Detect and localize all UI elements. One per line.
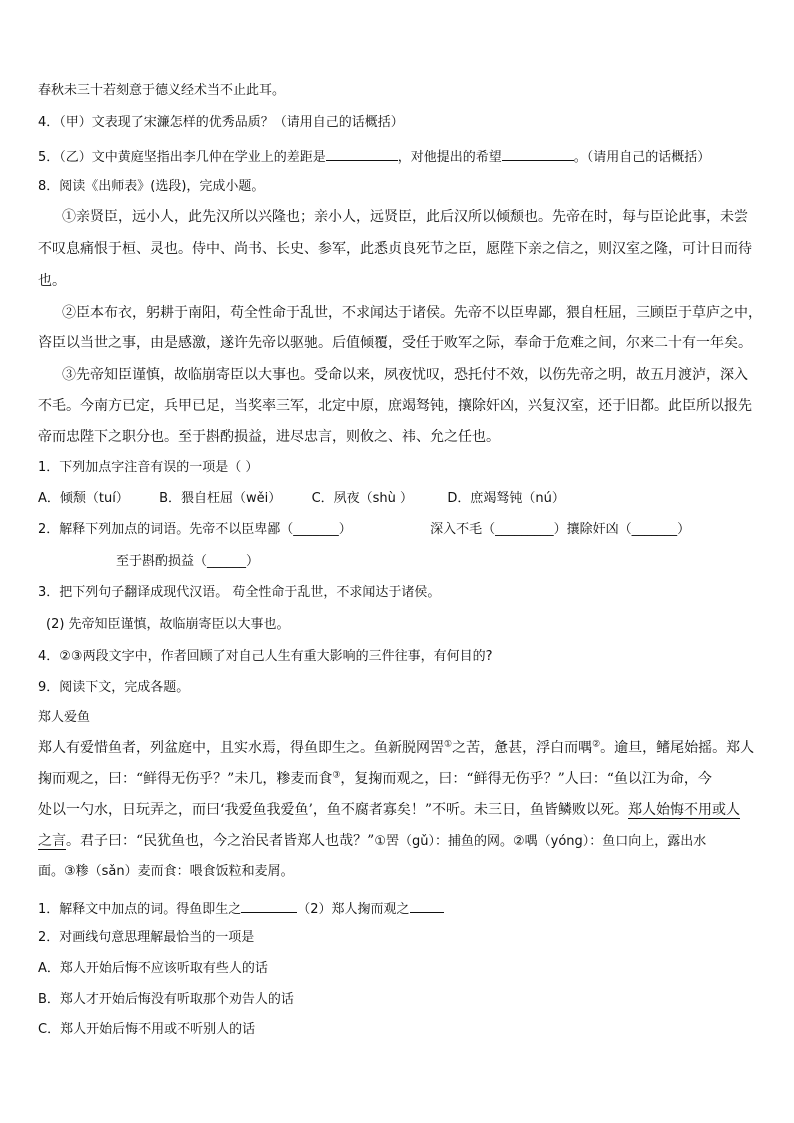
text: 咨臣以当世之事，由是感激，遂许先帝以驱驰。后值倾覆，受任于败军之际，奉命于危难之间，尔来二十有一年矣。 (38, 335, 752, 351)
text: 郑人爱鱼 (38, 710, 91, 725)
option-a[interactable]: A．倾颓（tuí） (38, 491, 129, 506)
text: 9．阅读下文，完成各题。 (38, 680, 190, 695)
q8-sub-4 (38, 648, 764, 666)
underlined-sentence: 之言 (38, 833, 66, 849)
answer-blank[interactable] (410, 898, 444, 913)
text: ，复掬而观之，曰：“鲜得无伤乎？”人曰：“鱼以江为命，今 (340, 771, 712, 787)
q9-sub-2 (38, 929, 764, 947)
text: 。（请用自己的话概括） (573, 150, 711, 165)
text: ①亲贤臣，远小人，此先汉所以兴隆也；亲小人，远贤臣，此后汉所以倾颓也。先帝在时，每与臣论此事，未尝 (62, 209, 748, 225)
footnote-marker: ③ (332, 770, 341, 781)
q8-sub-1 (38, 459, 764, 477)
text: 也。 (38, 273, 66, 289)
text: 不毛。今南方已定，兵甲已足，当奖率三军，北定中原，庶竭驽钝，攘除奸凶，兴复汉室，还于旧都。此臣所以报先 (38, 398, 752, 414)
text: 。君子曰：“民犹鱼也，今之治民者皆郑人也哉？” (66, 833, 375, 849)
passage-2-line-1 (38, 739, 764, 757)
text: B．郑人才开始后悔没有听取那个劝告人的话 (38, 992, 294, 1007)
text: 3．把下列句子翻译成现代汉语。 苟全性命于乱世，不求闻达于诸侯。 (38, 585, 441, 600)
passage-para-2-line-2 (38, 334, 764, 352)
passage-para-1-line-1 (62, 208, 764, 226)
passage-2-title (38, 709, 764, 727)
text: 郑人有爱惜鱼者，列盆庭中，且实水焉，得鱼即生之。鱼新脱网罟 (38, 740, 444, 756)
text: 8．阅读《出师表》(选段)，完成小题。 (38, 179, 265, 194)
q9-option-a[interactable] (38, 960, 764, 978)
passage-para-1-line-3 (38, 272, 764, 290)
text: ③先帝知臣谨慎，故临崩寄臣以大事也。受命以来，夙夜忧叹，恐托付不效，以伤先帝之明，故五月渡泸，深入 (62, 367, 748, 383)
text: 4．（甲）文表现了宋濂怎样的优秀品质？（请用自己的话概括） (38, 115, 404, 130)
text: C．郑人开始后悔不用或不听别人的话 (38, 1022, 256, 1037)
q8-sub-1-options (38, 490, 764, 508)
answer-blank[interactable] (502, 146, 574, 161)
q8-sub-3 (38, 584, 764, 602)
answer-blank[interactable] (326, 146, 398, 161)
q9-option-b[interactable] (38, 991, 764, 1009)
q8-sub-2-cont (116, 553, 764, 571)
passage-para-3-line-2 (38, 397, 764, 415)
answer-blank[interactable] (241, 898, 297, 913)
question-9-heading (38, 679, 764, 697)
text: 4．②③两段文字中，作者回顾了对自己人生有重大影响的三件往事，有何目的? (38, 649, 493, 664)
passage-2-line-2 (38, 770, 764, 788)
question-4-jia (38, 114, 764, 132)
text: ①罟（gǔ）：捕鱼的网。②喁（yóng）：鱼口向上，露出水 (374, 834, 707, 849)
option-c[interactable]: C．夙夜（shù ） (311, 491, 414, 506)
text: 之苦，惫甚，浮白而喁 (452, 740, 593, 756)
q9-sub-1 (38, 898, 764, 919)
passage-para-1-line-2 (38, 240, 764, 258)
q8-sub-3-2 (46, 616, 764, 634)
option-d[interactable]: D．庶竭驽钝（nú） (447, 491, 565, 506)
text: （2）郑人掬而观之 (297, 902, 410, 917)
carryover-line (38, 82, 764, 100)
footnote-marker: ① (444, 739, 453, 750)
q8-sub-2 (38, 521, 764, 539)
text: 1．下列加点字注音有误的一项是（ ） (38, 460, 259, 475)
text: 帝而忠陛下之职分也。至于斟酌损益，进尽忠言，则攸之、祎、允之任也。 (38, 429, 500, 445)
question-5-yi (38, 146, 764, 167)
text: 面。③糁（sǎn）麦而食：喂食饭粒和麦屑。 (38, 864, 294, 879)
text: 至于斟酌损益（______） (116, 554, 260, 569)
text: ②臣本布衣，躬耕于南阳，苟全性命于乱世，不求闻达于诸侯。先帝不以臣卑鄙，猥自枉屈，三顾臣于草庐之中， (62, 305, 762, 321)
q9-option-c[interactable] (38, 1021, 764, 1039)
text: ，对他提出的希望 (397, 150, 502, 165)
text: 2．解释下列加点的词语。先帝不以臣卑鄙（_______） (38, 522, 352, 537)
passage-para-2-line-1 (62, 304, 764, 322)
text: 5．（乙）文中黄庭坚指出李几仲在学业上的差距是 (38, 150, 326, 165)
passage-2-line-5 (38, 863, 764, 881)
text: 1．解释文中加点的词。得鱼即生之 (38, 902, 242, 917)
footnote-marker: ② (592, 739, 601, 750)
underlined-sentence: 郑人始悔不用或人 (628, 802, 741, 818)
text: 2．对画线句意思理解最恰当的一项是 (38, 930, 255, 945)
text: 春秋未三十若刻意于德义经术当不止此耳。 (38, 83, 286, 98)
passage-para-3-line-1 (62, 366, 764, 384)
text: 掬而观之，曰：“鲜得无伤乎？”未几，糁麦而食 (38, 771, 333, 787)
passage-2-line-3 (38, 801, 764, 819)
question-8-heading (38, 178, 764, 196)
text: A．郑人开始后悔不应该听取有些人的话 (38, 961, 268, 976)
option-b[interactable]: B．猥自枉屈（wěi） (159, 491, 282, 506)
text: 处以一勺水，日玩弄之，而曰‘我爱鱼我爱鱼’，鱼不腐者寡矣！”不听。未三日，鱼皆鳞败以死。 (38, 802, 629, 818)
text: 不叹息痛恨于桓、灵也。侍中、尚书、长史、参军，此悉贞良死节之臣，愿陛下亲之信之，则汉室之隆，可计日而待 (38, 241, 752, 257)
text: (2) 先帝知臣谨慎，故临崩寄臣以大事也。 (46, 617, 290, 632)
passage-2-line-4 (38, 832, 764, 851)
text: 深入不毛（_________）攘除奸凶（_______） (430, 522, 691, 537)
passage-para-3-line-3 (38, 428, 764, 446)
text: 。逾旦，鳍尾始摇。郑人 (600, 740, 755, 756)
